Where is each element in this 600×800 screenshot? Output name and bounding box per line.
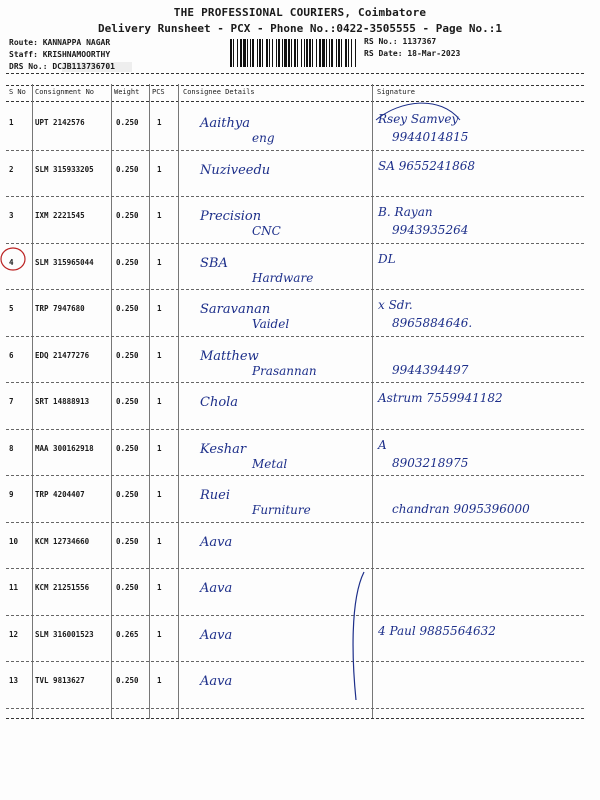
col-consignment: Consignment No <box>35 88 95 96</box>
row-pcs: 1 <box>157 676 162 685</box>
consignee-line2: CNC <box>252 224 281 238</box>
col-sno: S No <box>9 88 26 96</box>
row-pcs: 1 <box>157 397 162 406</box>
signature-line1: Astrum 7559941182 <box>378 391 503 405</box>
row-consignment: KCM 12734660 <box>35 536 90 546</box>
consignee-line1: Precision <box>200 209 262 224</box>
row-sno: 3 <box>9 211 14 220</box>
signature-line1: SA 9655241868 <box>378 158 476 173</box>
runsheet-title: Delivery Runsheet - PCX - Phone No.:0422-3505555 - Page No.:1 <box>98 22 502 35</box>
row-weight: 0.250 <box>116 583 139 592</box>
row-consignment: SLM 316001523 <box>35 629 94 639</box>
row-sno: 9 <box>9 490 14 499</box>
bracket-mark-icon <box>353 572 364 700</box>
row-sno: 4 <box>9 257 14 267</box>
rs-date: RS Date: 18-Mar-2023 <box>364 49 461 58</box>
row-consignment: EDQ 21477276 <box>35 350 90 360</box>
row-weight: 0.250 <box>116 443 139 453</box>
col-weight: Weight <box>114 88 140 96</box>
signature-line2: 9944394497 <box>392 362 469 377</box>
drs-number: DRS No.: DCJB113736701 <box>9 62 115 71</box>
signature-line2: chandran 9095396000 <box>392 502 530 516</box>
row-consignment: TRP 4204407 <box>35 490 85 499</box>
consignee-line1: Saravanan <box>200 302 271 317</box>
row-sno: 2 <box>9 164 14 174</box>
row-pcs: 1 <box>157 629 162 639</box>
consignee-line1: Aava <box>200 674 233 689</box>
consignee-line1: Aava <box>200 627 233 643</box>
row-consignment: KCM 21251556 <box>35 583 90 592</box>
row-pcs: 1 <box>157 118 162 127</box>
row-pcs: 1 <box>157 164 162 174</box>
consignee-line2: Furniture <box>252 503 311 517</box>
row-weight: 0.250 <box>116 211 139 220</box>
row-sno: 1 <box>9 118 14 127</box>
consignee-line1: Chola <box>200 395 239 410</box>
row-consignment: UPT 2142576 <box>35 118 85 127</box>
row-pcs: 1 <box>157 350 162 360</box>
signature-scribble <box>376 103 460 120</box>
rs-number: RS No.: 1137367 <box>364 37 437 46</box>
route-label: Route: KANNAPPA NAGAR <box>9 38 111 47</box>
row-weight: 0.250 <box>116 350 139 360</box>
consignee-line1: Aava <box>200 534 233 550</box>
row-pcs: 1 <box>157 304 162 313</box>
row-sno: 11 <box>9 583 19 592</box>
row-pcs: 1 <box>157 583 162 592</box>
signature-line2: 8965884646. <box>392 316 473 330</box>
row-pcs: 1 <box>157 211 162 220</box>
row-consignment: TVL 9813627 <box>35 676 85 685</box>
row-sno: 8 <box>9 443 14 453</box>
row-weight: 0.250 <box>116 490 139 499</box>
row-consignment: SLM 315933205 <box>35 164 94 174</box>
row-weight: 0.250 <box>116 397 139 406</box>
consignee-line2: Metal <box>252 456 288 471</box>
circle-mark-icon <box>1 248 25 270</box>
col-consignee: Consignee Details <box>183 88 255 96</box>
consignee-line1: Aava <box>200 581 233 596</box>
table-bottom-divider <box>6 718 584 719</box>
row-sno: 12 <box>9 629 19 639</box>
row-consignment: SRT 14888913 <box>35 397 90 406</box>
company-title: THE PROFESSIONAL COURIERS, Coimbatore <box>173 6 427 19</box>
signature-line2: 9944014815 <box>392 130 469 144</box>
row-weight: 0.250 <box>116 304 139 313</box>
staff-label: Staff: KRISHNAMOORTHY <box>9 50 111 59</box>
col-pcs: PCS <box>152 88 165 96</box>
row-pcs: 1 <box>157 536 162 546</box>
col-signature: Signature <box>377 88 415 96</box>
row-weight: 0.250 <box>116 118 139 127</box>
signature-line1: 4 Paul 9885564632 <box>378 623 496 638</box>
row-pcs: 1 <box>157 257 162 267</box>
signature-line1: B. Rayan <box>378 205 433 219</box>
row-weight: 0.250 <box>116 676 139 685</box>
row-sno: 5 <box>9 304 14 313</box>
consignee-line1: Aaithya <box>200 116 250 131</box>
signature-line1: x Sdr. <box>378 298 413 312</box>
consignee-line1: Ruei <box>200 488 231 503</box>
row-weight: 0.250 <box>116 164 139 174</box>
consignee-line1: Matthew <box>200 348 259 364</box>
consignee-line1: Nuziveedu <box>200 162 271 178</box>
row-consignment: TRP 7947680 <box>35 304 85 313</box>
row-weight: 0.265 <box>116 629 139 639</box>
signature-line1: Rsey Samvey <box>378 112 459 126</box>
row-consignment: MAA 300162918 <box>35 443 94 453</box>
row-weight: 0.250 <box>116 257 139 267</box>
signature-line1: DL <box>378 251 396 266</box>
row-pcs: 1 <box>157 490 162 499</box>
consignee-line2: Vaidel <box>252 317 290 331</box>
row-consignment: SLM 315965044 <box>35 257 94 267</box>
consignee-line2: eng <box>252 131 275 145</box>
consignee-line1: SBA <box>200 255 228 271</box>
consignee-line1: Keshar <box>200 441 247 457</box>
row-pcs: 1 <box>157 443 162 453</box>
signature-line2: 8903218975 <box>392 455 469 470</box>
row-sno: 6 <box>9 350 14 360</box>
row-sno: 13 <box>9 676 19 685</box>
row-sno: 10 <box>9 536 19 546</box>
row-sno: 7 <box>9 397 14 406</box>
row-weight: 0.250 <box>116 536 139 546</box>
consignee-line2: Prasannan <box>252 363 317 378</box>
signature-line2: 9943935264 <box>392 223 469 237</box>
row-consignment: IXM 2221545 <box>35 211 85 220</box>
signature-line1: A <box>378 437 387 452</box>
consignee-line2: Hardware <box>252 270 314 285</box>
